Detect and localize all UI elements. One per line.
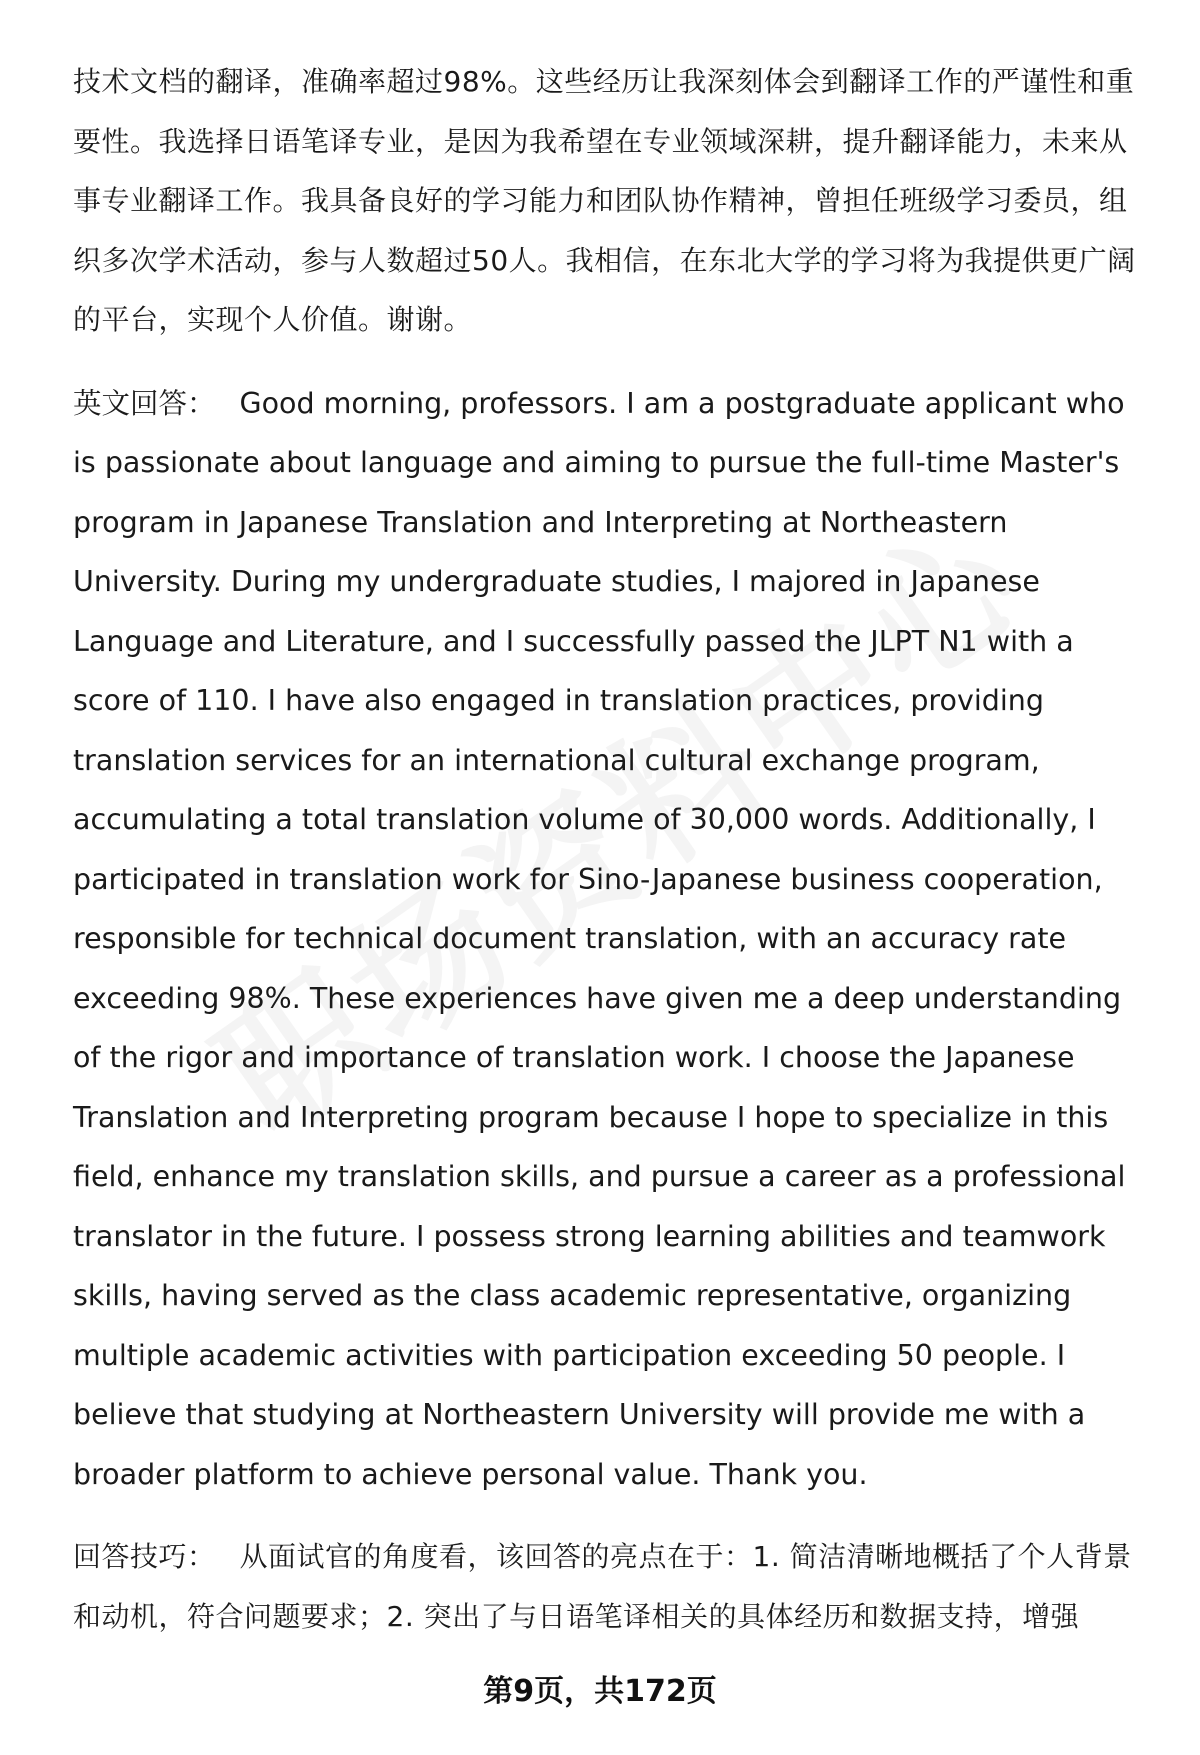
- intro-paragraph: 技术文档的翻译，准确率超过98%。这些经历让我深刻体会到翻译工作的严谨性和重要性。我选择日语笔译专业，是因为我希望在专业领域深耕，提升翻译能力，未来从事专业翻译工作。我具备良好的学习能力和团队协作精神，曾担任班级学习委员，组织多次学术活动，参与人数超过50人。我相信，在东北大学的学习将为我提供更广阔的平台，实现个人价值。谢谢。: [73, 65, 1136, 336]
- tips-paragraph: [73, 1527, 1155, 1646]
- english-answer-text: Good morning, professors. I am a postgraduate applicant who is passionate about language and aiming to pursue the full-time Master's program in Japanese Translation and Interpreting at Northeastern University. During my undergraduate studies, I majored in Japanese Language and Literature, and I successfully passed the JLPT N1 with a score of 110. I have also engaged in translation practices, providing translation services for an international cultural exchange program, accumulating a total translation volume of 30,000 words. Additionally, I participated in translation work for Sino-Japanese business cooperation, responsible for technical document translation, with an accuracy rate exceeding 98%. These experiences have given me a deep understanding of the rigor and importance of translation work. I choose the Japanese Translation and Interpreting program because I hope to specialize in this field, enhance my translation skills, and pursue a career as a professional translator in the future. I possess strong learning abilities and teamwork skills, having served as the class academic representative, organizing multiple academic activities with participation exceeding 50 people. I believe that studying at Northeastern University will provide me with a broader platform to achieve personal value. Thank you.: [73, 386, 1126, 1491]
- tips-label: 回答技巧：: [73, 1540, 216, 1573]
- english-answer-label: 英文回答：: [73, 386, 216, 420]
- page-footer: 第9页，共172页: [483, 1674, 717, 1709]
- document-body: [73, 52, 1155, 1646]
- tips-text: 从面试官的角度看，该回答的亮点在于：1. 简洁清晰地概括了个人背景和动机，符合问题要求；2. 突出了与日语笔译相关的具体经历和数据支持，增强: [73, 1540, 1132, 1633]
- english-answer-paragraph: [73, 374, 1155, 1505]
